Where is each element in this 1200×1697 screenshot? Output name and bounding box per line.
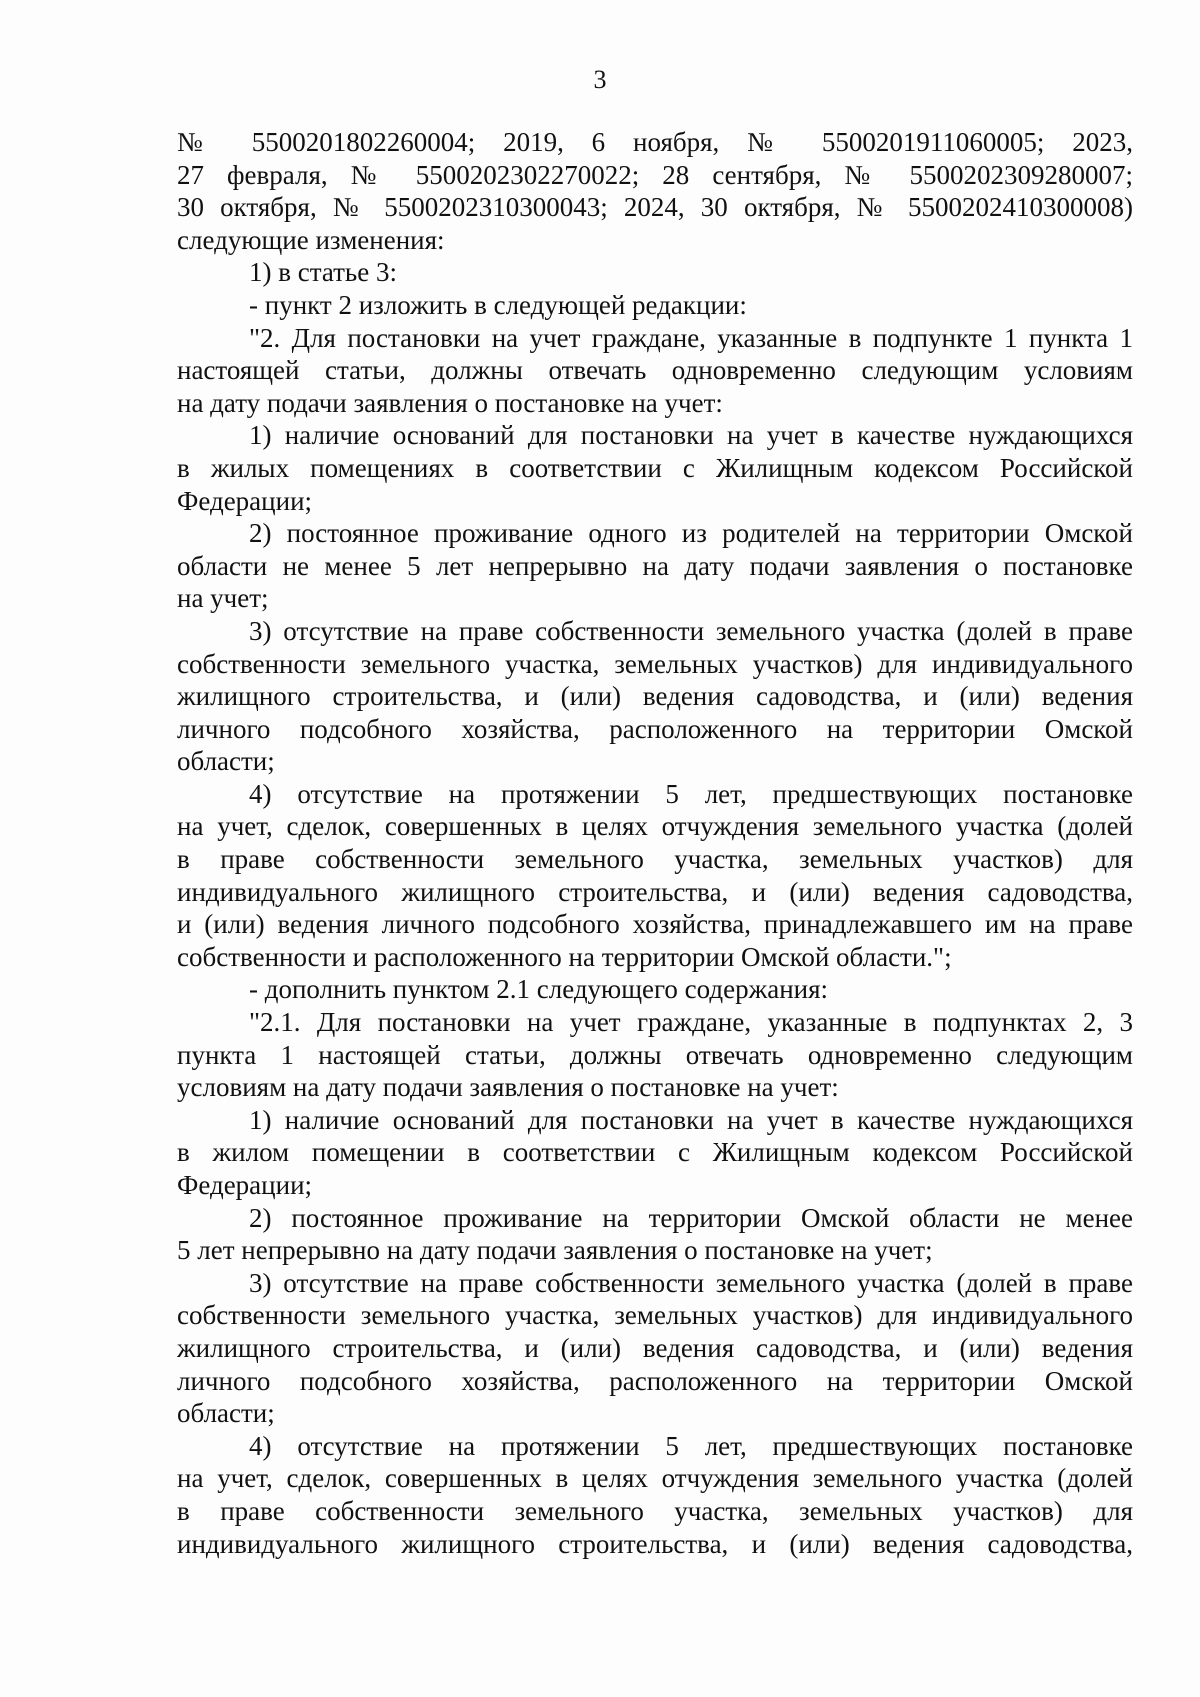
text-line: "2.1. Для постановки на учет граждане, указанные в подпунктах 2, 3 xyxy=(249,1007,1133,1038)
text-line: жилищного строительства, и (или) ведения садоводства, и (или) ведения xyxy=(177,1332,1133,1363)
text-line: области не менее 5 лет непрерывно на дату подачи заявления о постановке xyxy=(177,550,1133,581)
text-line: 3) отсутствие на праве собственности земельного участка (долей в праве xyxy=(249,1267,1133,1298)
text-line: условиям на дату подачи заявления о постановке на учет: xyxy=(177,1072,839,1103)
text-line: Федерации; xyxy=(177,1170,313,1200)
text-line: личного подсобного хозяйства, расположенного на территории Омской xyxy=(177,1365,1133,1396)
text-line: индивидуального жилищного строительства, и (или) ведения садоводства, xyxy=(177,876,1133,907)
text-line: в жилых помещениях в соответствии с Жилищным кодексом Российской xyxy=(177,452,1133,483)
text-line: индивидуального жилищного строительства, и (или) ведения садоводства, xyxy=(177,1528,1133,1559)
text-line: в праве собственности земельного участка, земельных участков) для xyxy=(177,1495,1133,1526)
text-line: настоящей статьи, должны отвечать одновременно следующим условиям xyxy=(177,355,1133,386)
text-line: 2) постоянное проживание на территории Омской области не менее xyxy=(249,1202,1133,1233)
text-line: 5 лет непрерывно на дату подачи заявления о постановке на учет; xyxy=(177,1235,933,1266)
text-line: 4) отсутствие на протяжении 5 лет, предшествующих постановке xyxy=(249,778,1133,809)
text-line: 1) наличие оснований для постановки на учет в качестве нуждающихся xyxy=(249,420,1133,451)
text-line: собственности и расположенного на территории Омской области."; xyxy=(177,941,952,972)
page-number: 3 xyxy=(593,65,607,94)
text-line: собственности земельного участка, земельных участков) для индивидуального xyxy=(177,648,1133,679)
text-line: 2) постоянное проживание одного из родителей на территории Омской xyxy=(249,518,1133,549)
text-line: 4) отсутствие на протяжении 5 лет, предшествующих постановке xyxy=(249,1430,1133,1461)
text-line: и (или) ведения личного подсобного хозяйства, принадлежавшего им на праве xyxy=(177,909,1133,940)
text-line: 27 февраля, № 5500202302270022; 28 сентября, № 5500202309280007; xyxy=(177,159,1133,190)
text-line: пункта 1 настоящей статьи, должны отвечать одновременно следующим xyxy=(177,1039,1133,1070)
text-line: 30 октября, № 5500202310300043; 2024, 30 октября, № 5500202410300008) xyxy=(177,192,1133,223)
text-line: 1) наличие оснований для постановки на учет в качестве нуждающихся xyxy=(249,1104,1133,1135)
text-line: 3) отсутствие на праве собственности земельного участка (долей в праве xyxy=(249,615,1133,646)
text-line: 1) в статье 3: xyxy=(249,257,397,288)
text-line: на учет, сделок, совершенных в целях отчуждения земельного участка (долей xyxy=(177,1463,1133,1494)
text-line: области; xyxy=(177,746,275,777)
text-line: следующие изменения: xyxy=(177,224,445,255)
text-line: "2. Для постановки на учет граждане, указанные в подпункте 1 пункта 1 xyxy=(249,322,1133,353)
text-line: жилищного строительства, и (или) ведения садоводства, и (или) ведения xyxy=(177,681,1133,712)
text-line: - пункт 2 изложить в следующей редакции: xyxy=(249,289,747,320)
text-line: личного подсобного хозяйства, расположенного на территории Омской xyxy=(177,713,1133,744)
text-line: - дополнить пунктом 2.1 следующего содержания: xyxy=(249,974,829,1005)
text-line: на дату подачи заявления о постановке на учет: xyxy=(177,387,723,418)
text-line: в праве собственности земельного участка, земельных участков) для xyxy=(177,844,1133,875)
document-body xyxy=(177,126,1133,1560)
text-line: области; xyxy=(177,1398,275,1429)
text-line: Федерации; xyxy=(177,485,313,516)
text-line: № 5500201802260004; 2019, 6 ноября, № 5500201911060005; 2023, xyxy=(177,127,1133,157)
text-line: на учет, сделок, совершенных в целях отчуждения земельного участка (долей xyxy=(177,811,1133,842)
text-line: на учет; xyxy=(177,583,269,614)
text-line: в жилом помещении в соответствии с Жилищным кодексом Российской xyxy=(177,1137,1133,1168)
text-line: собственности земельного участка, земельных участков) для индивидуального xyxy=(177,1300,1133,1331)
